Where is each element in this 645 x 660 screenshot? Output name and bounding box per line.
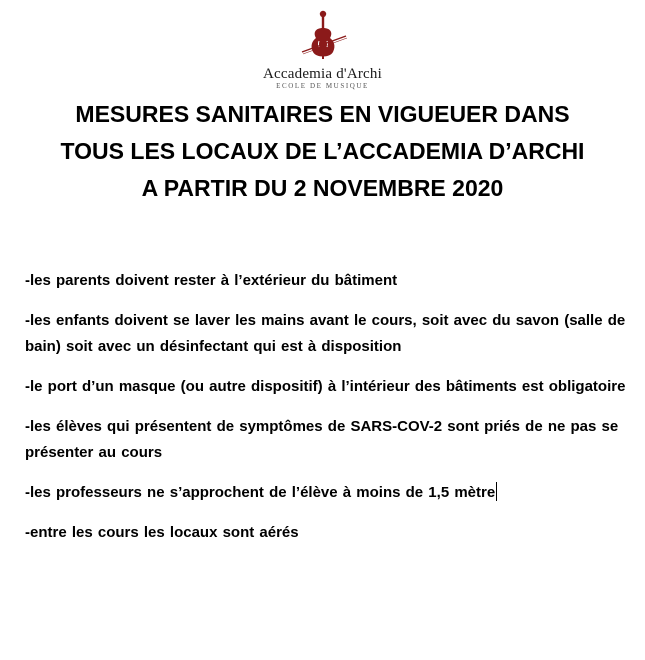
measure-item-text: -les professeurs ne s’approchent de l’élève à moins de 1,5 mètre [25, 484, 496, 501]
page-title [10, 96, 635, 207]
measure-item: -entre les cours les locaux sont aérés [25, 524, 299, 541]
measure-item: -les enfants doivent se laver les mains avant le cours, soit avec du savon (salle de bain) soit avec un désinfectant qui est à disposition [25, 312, 626, 355]
title-line-2: TOUS LES LOCAUX DE L’ACCADEMIA D’ARCHI [60, 138, 585, 164]
text-cursor [496, 482, 497, 501]
measures-list [25, 268, 635, 560]
measure-item: -le port d’un masque (ou autre dispositif) à l’intérieur des bâtiments est obligatoire [25, 378, 626, 395]
violin-logo-icon [296, 8, 350, 64]
measure-item [25, 480, 635, 506]
logo [0, 8, 645, 91]
title-line-3: A PARTIR DU 2 NOVEMBRE 2020 [141, 175, 504, 201]
logo-name: Accademia d'Archi [263, 66, 382, 82]
measure-item: -les parents doivent rester à l’extérieur du bâtiment [25, 272, 398, 289]
measure-item: -les élèves qui présentent de symptômes de SARS-COV-2 sont priés de ne pas se présenter au cours [25, 418, 619, 461]
title-line-1: MESURES SANITAIRES EN VIGUEUER DANS [75, 101, 570, 127]
logo-subtitle: ECOLE DE MUSIQUE [276, 82, 369, 90]
